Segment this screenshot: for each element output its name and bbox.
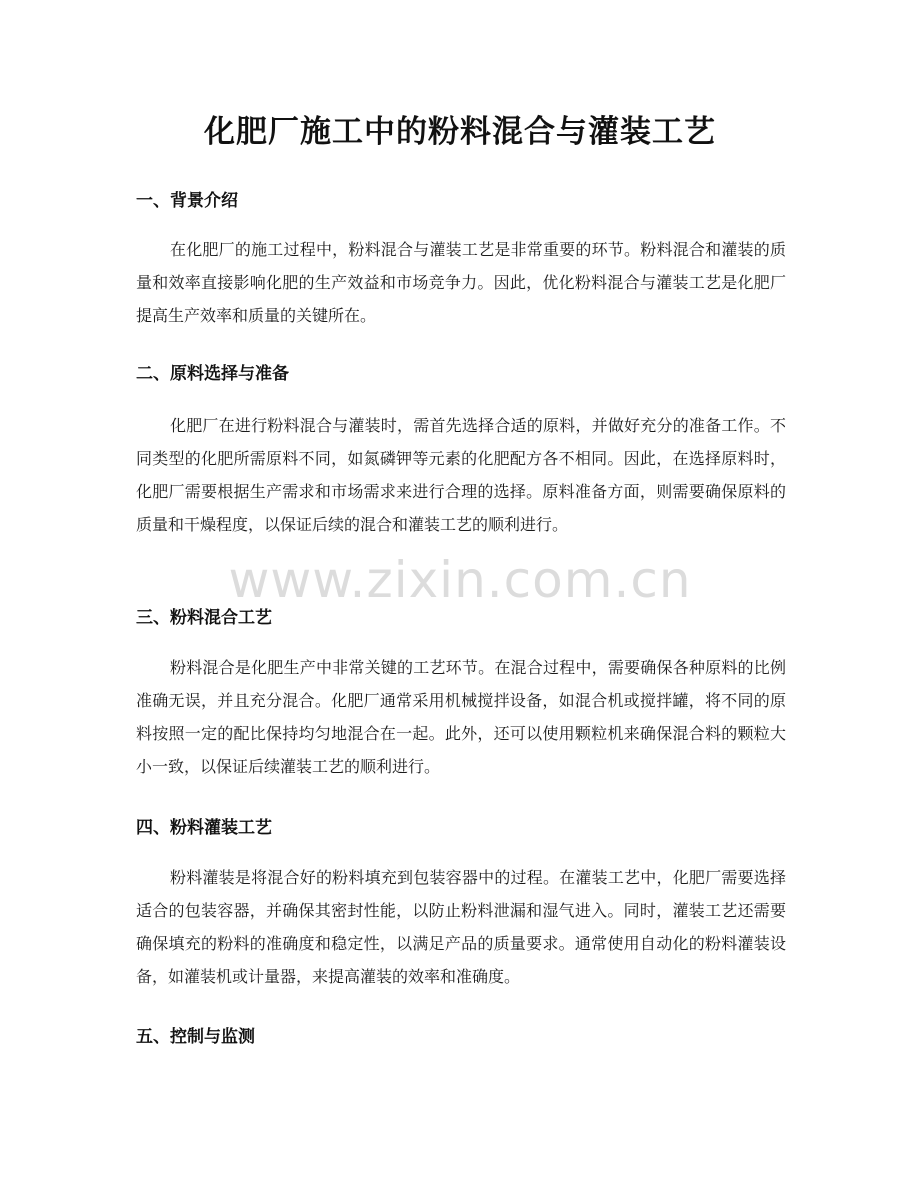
watermark: www.zixin.com.cn bbox=[228, 551, 692, 609]
section-paragraph-materials: 化肥厂在进行粉料混合与灌装时，需首先选择合适的原料，并做好充分的准备工作。不同类型的化肥所需原料不同，如氮磷钾等元素的化肥配方各不相同。因此，在选择原料时，化肥厂需要根据生产需求和市场需求来进行合理的选择。原料准备方面，则需要确保原料的质量和干燥程度，以保证后续的混合和灌装工艺的顺利进行。 bbox=[136, 416, 786, 534]
section-heading-background: 一、背景介绍 bbox=[136, 191, 238, 211]
section-paragraph-filling: 粉料灌装是将混合好的粉料填充到包装容器中的过程。在灌装工艺中，化肥厂需要选择适合的包装容器，并确保其密封性能，以防止粉料泄漏和湿气进入。同时，灌装工艺还需要确保填充的粉料的准确度和稳定性，以满足产品的质量要求。通常使用自动化的粉料灌装设备，如灌装机或计量器，来提高灌装的效率和准确度。 bbox=[136, 868, 786, 986]
section-heading-filling: 四、粉料灌装工艺 bbox=[136, 818, 272, 838]
section-heading-control: 五、控制与监测 bbox=[136, 1027, 255, 1047]
section-heading-materials: 二、原料选择与准备 bbox=[136, 364, 289, 384]
section-paragraph-mixing: 粉料混合是化肥生产中非常关键的工艺环节。在混合过程中，需要确保各种原料的比例准确无误，并且充分混合。化肥厂通常采用机械搅拌设备，如混合机或搅拌罐，将不同的原料按照一定的配比保持均匀地混合在一起。此外，还可以使用颗粒机来确保混合料的颗粒大小一致，以保证后续灌装工艺的顺利进行。 bbox=[136, 658, 786, 776]
section-heading-mixing: 三、粉料混合工艺 bbox=[136, 608, 272, 628]
document-title: 化肥厂施工中的粉料混合与灌装工艺 bbox=[204, 114, 716, 150]
section-paragraph-background: 在化肥厂的施工过程中，粉料混合与灌装工艺是非常重要的环节。粉料混合和灌装的质量和效率直接影响化肥的生产效益和市场竞争力。因此，优化粉料混合与灌装工艺是化肥厂提高生产效率和质量的关键所在。 bbox=[136, 240, 786, 325]
